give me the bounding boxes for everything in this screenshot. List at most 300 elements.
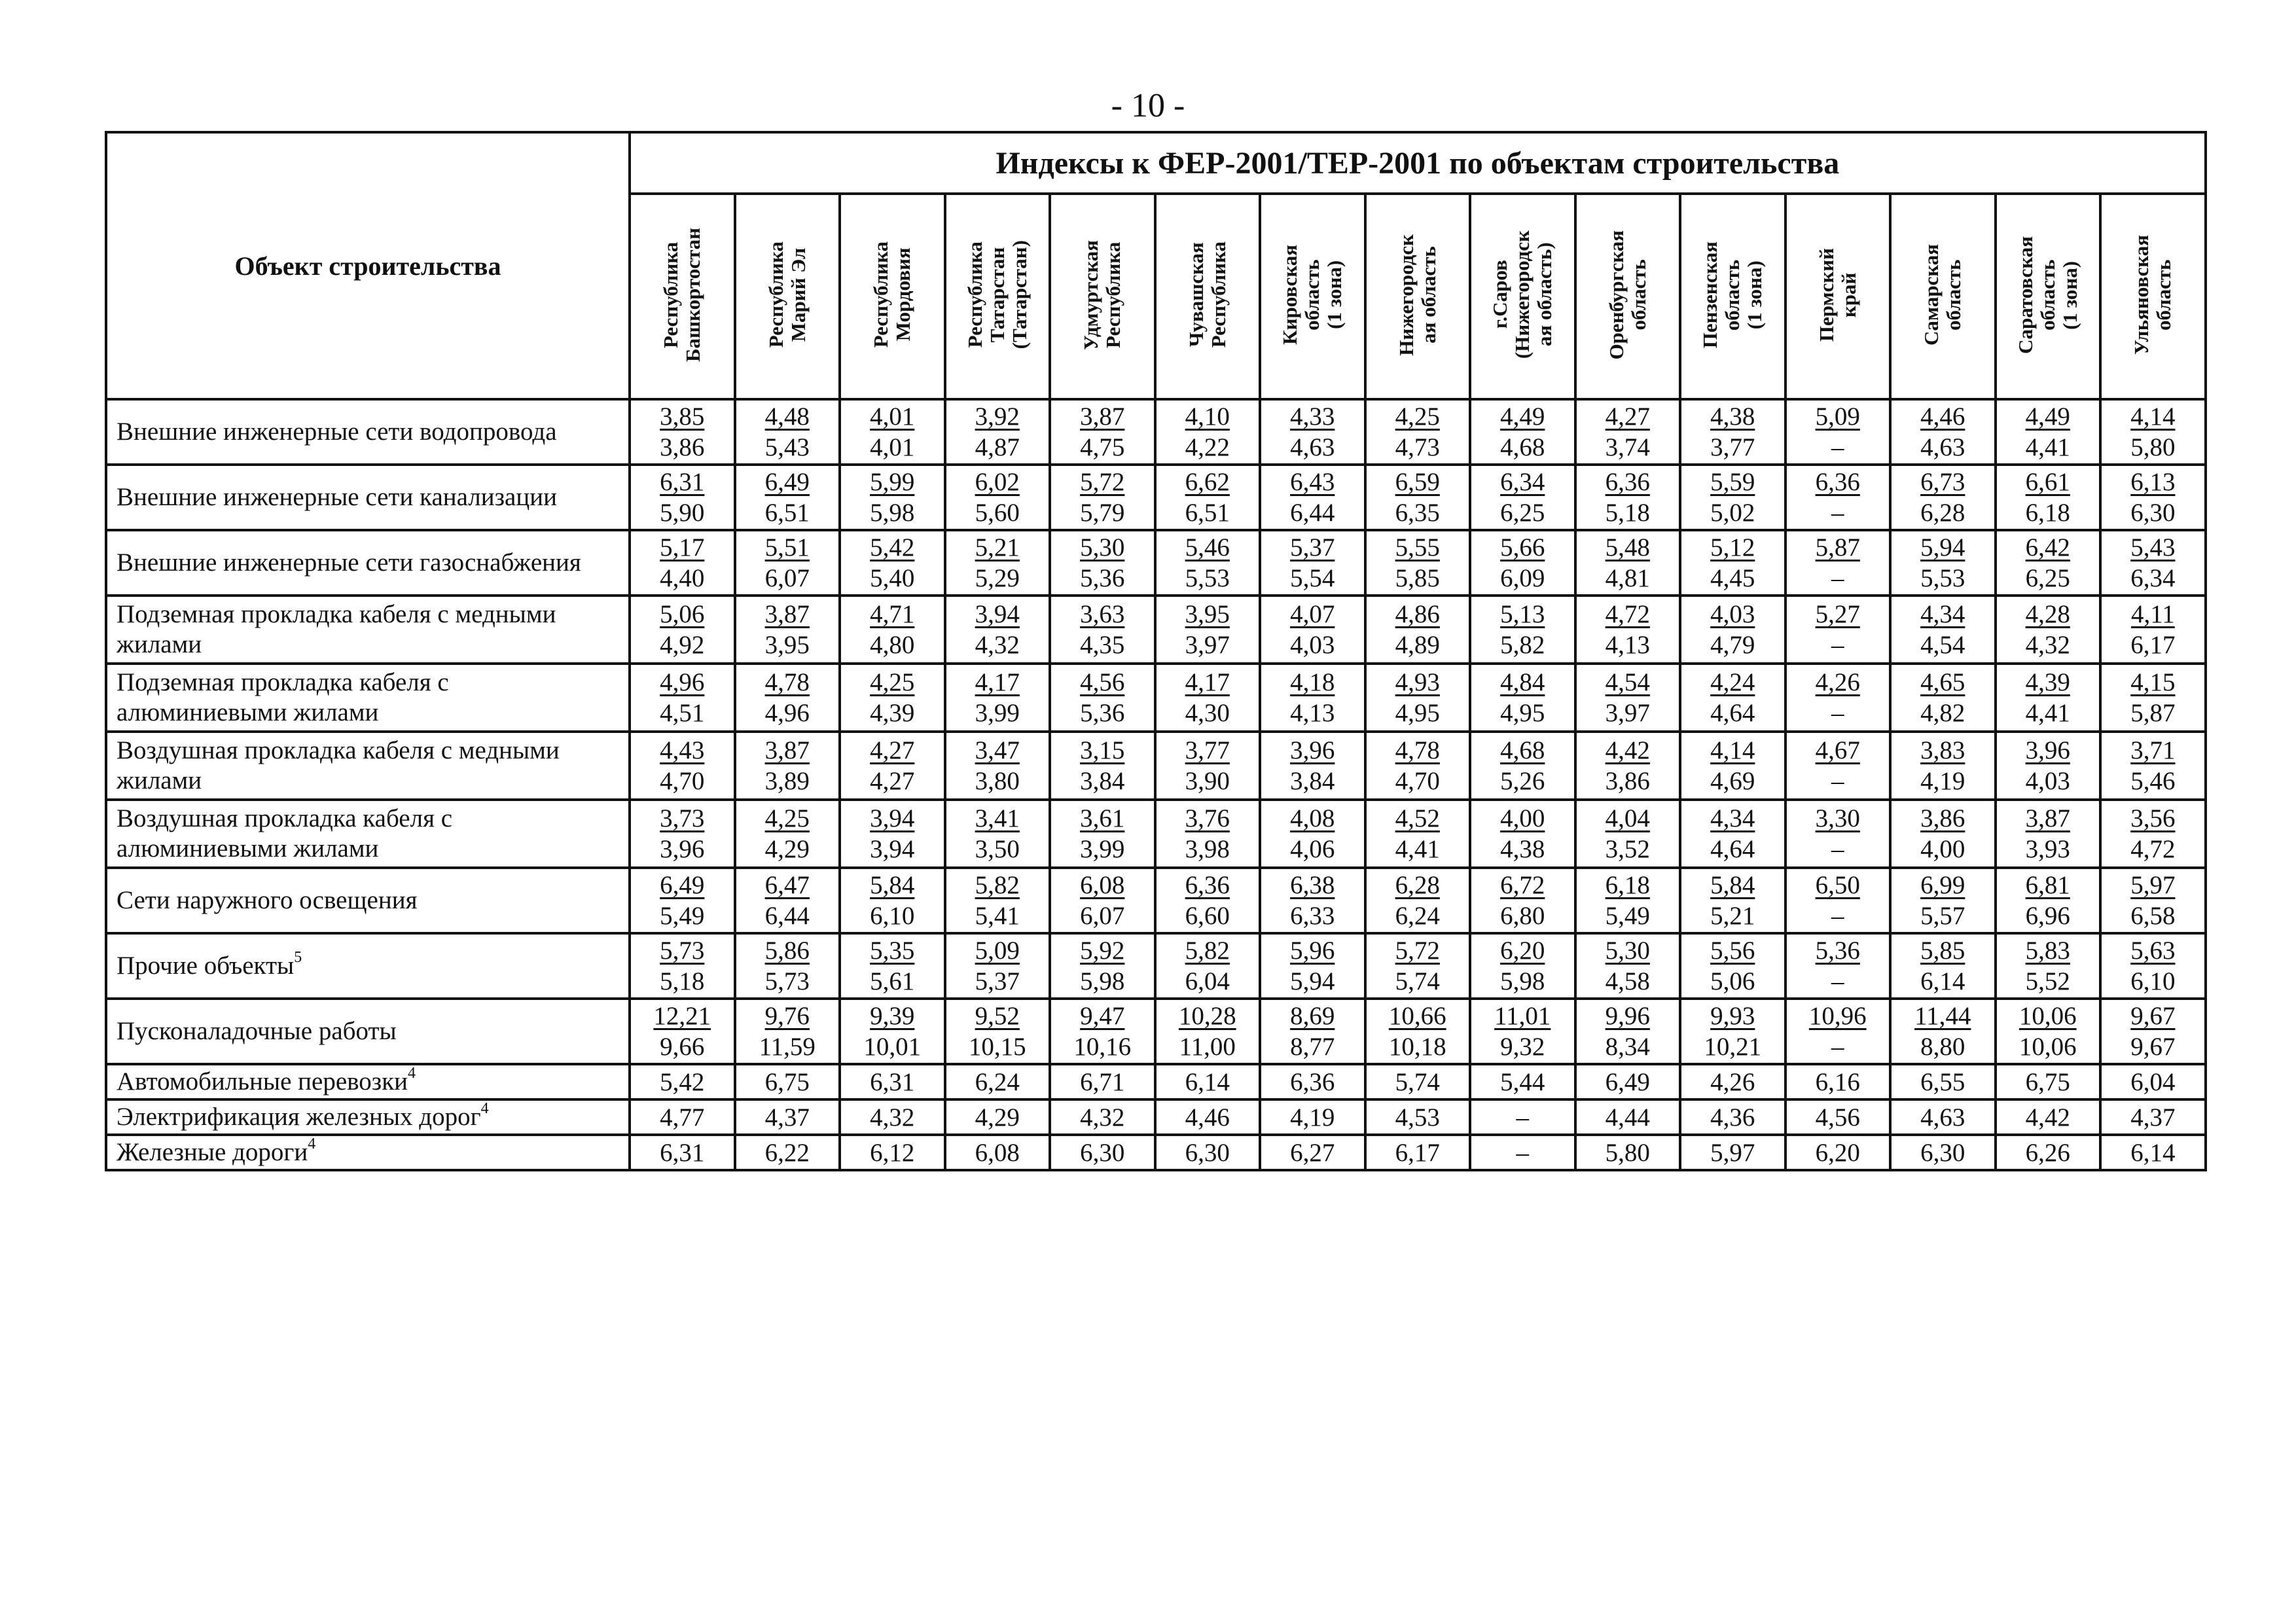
index-value-bottom: 4,38	[1500, 835, 1545, 864]
index-value-bottom: 6,44	[764, 902, 810, 931]
index-value-bottom: 3,97	[1605, 699, 1650, 728]
index-cell	[630, 596, 735, 664]
index-value: 6,04	[2130, 1067, 2176, 1096]
index-value-bottom: 5,57	[1920, 902, 1965, 931]
index-value-bottom: 5,53	[1920, 564, 1965, 592]
index-value-top: 5,94	[1920, 533, 1965, 562]
index-cell	[1890, 1135, 1996, 1170]
index-value-top: 3,87	[2025, 804, 2070, 833]
index-value-top: 3,30	[1815, 804, 1860, 833]
region-header	[2100, 194, 2206, 399]
index-value-top: 5,30	[1605, 936, 1650, 965]
index-cell	[1785, 1135, 1891, 1170]
index-value-bottom: 5,49	[660, 902, 705, 931]
index-value-top: 5,73	[660, 936, 705, 965]
index-cell	[1365, 596, 1471, 664]
index-value-bottom: 4,81	[1605, 564, 1650, 592]
index-cell	[1470, 868, 1575, 933]
index-cell	[1680, 399, 1785, 465]
index-value-top: 5,46	[1185, 533, 1230, 562]
index-cell	[735, 800, 840, 868]
index-value-bottom: –	[1831, 902, 1844, 931]
index-cell	[1050, 399, 1155, 465]
index-value-top: 4,01	[870, 402, 915, 431]
index-cell	[630, 732, 735, 800]
region-header	[1050, 194, 1155, 399]
index-value-top: 5,97	[2130, 871, 2176, 900]
index-value-bottom: 8,77	[1290, 1033, 1335, 1061]
index-value-top: 6,59	[1395, 468, 1440, 496]
object-name: Подземная прокладка кабеля с алюминиевыми жилами	[117, 668, 449, 727]
index-value-bottom: 10,15	[968, 1033, 1026, 1061]
index-value-top: 10,28	[1178, 1002, 1236, 1031]
index-value-top: 6,42	[2025, 533, 2070, 562]
index-value-bottom: 10,21	[1704, 1033, 1762, 1061]
index-value-top: 4,26	[1815, 668, 1860, 697]
index-cell	[735, 999, 840, 1064]
index-cell	[1260, 1064, 1365, 1099]
index-value-bottom: 3,90	[1185, 767, 1230, 796]
index-cell	[1050, 933, 1155, 999]
index-cell	[1996, 1099, 2101, 1135]
index-cell	[1890, 596, 1996, 664]
object-name: Внешние инженерные сети водопровода	[117, 417, 557, 446]
index-value-bottom: 6,09	[1500, 564, 1545, 592]
index-cell	[1050, 732, 1155, 800]
index-value-top: 5,63	[2130, 936, 2176, 965]
index-value-bottom: 8,80	[1920, 1033, 1965, 1061]
index-value: 6,55	[1920, 1067, 1965, 1096]
index-cell	[945, 1135, 1050, 1170]
index-value-top: 3,96	[2025, 736, 2070, 765]
index-value-bottom: 4,82	[1920, 699, 1965, 728]
index-cell	[630, 1135, 735, 1170]
index-value-top: 4,10	[1185, 402, 1230, 431]
table-row	[106, 465, 2206, 530]
index-value-bottom: –	[1831, 767, 1844, 796]
index-value-bottom: 4,69	[1710, 767, 1755, 796]
index-value-bottom: 4,06	[1290, 835, 1335, 864]
index-value-bottom: –	[1831, 499, 1844, 527]
index-value-top: 4,84	[1500, 668, 1545, 697]
index-value-bottom: 6,34	[2130, 564, 2176, 592]
index-cell	[1575, 999, 1681, 1064]
index-cell	[1050, 1099, 1155, 1135]
index-cell	[840, 1064, 945, 1099]
index-cell	[1785, 933, 1891, 999]
index-cell	[1575, 933, 1681, 999]
index-value-top: 5,06	[660, 600, 705, 629]
index-value-bottom: 4,41	[2025, 699, 2070, 728]
index-cell	[2100, 1064, 2206, 1099]
index-cell	[1155, 664, 1261, 732]
index-cell	[735, 399, 840, 465]
index-cell	[1260, 868, 1365, 933]
index-value-top: 5,56	[1710, 936, 1755, 965]
index-cell	[1575, 1099, 1681, 1135]
index-value: 6,14	[1185, 1067, 1230, 1096]
region-header-label: Саратовская область (1 зона)	[2013, 236, 2081, 354]
index-value-top: 4,14	[2130, 402, 2176, 431]
index-value-top: 6,62	[1185, 468, 1230, 496]
index-value-top: 3,87	[764, 600, 810, 629]
index-cell	[1470, 664, 1575, 732]
index-value-bottom: 6,80	[1500, 902, 1545, 931]
index-cell	[735, 933, 840, 999]
index-value-bottom: 6,30	[2130, 499, 2176, 527]
object-name: Внешние инженерные сети газоснабжения	[117, 548, 581, 577]
index-value: 6,31	[660, 1138, 705, 1167]
index-cell	[1996, 596, 2101, 664]
index-value-bottom: 6,07	[1080, 902, 1125, 931]
index-value: 4,42	[2025, 1103, 2070, 1132]
index-cell	[1996, 868, 2101, 933]
index-value: 6,31	[870, 1067, 915, 1096]
table-row	[106, 933, 2206, 999]
index-cell	[1365, 1099, 1471, 1135]
index-cell	[1050, 1064, 1155, 1099]
index-value: 4,32	[870, 1103, 915, 1132]
index-cell	[1996, 1064, 2101, 1099]
index-value-top: 4,33	[1290, 402, 1335, 431]
index-cell	[840, 868, 945, 933]
index-value-bottom: 6,18	[2025, 499, 2070, 527]
index-value-top: 5,82	[975, 871, 1020, 900]
index-cell	[630, 664, 735, 732]
object-name-cell	[106, 800, 630, 868]
index-value-bottom: 3,89	[764, 767, 810, 796]
index-value-top: 6,18	[1605, 871, 1650, 900]
index-value-top: 5,27	[1815, 600, 1860, 629]
index-value: 6,12	[870, 1138, 915, 1167]
index-value-bottom: 6,10	[2130, 967, 2176, 996]
index-value: 4,32	[1080, 1103, 1125, 1132]
index-value-top: 4,25	[1395, 402, 1440, 431]
index-value-bottom: 4,13	[1605, 631, 1650, 660]
object-name: Автомобильные перевозки	[117, 1067, 408, 1096]
index-value-top: 5,84	[1710, 871, 1755, 900]
index-value-top: 4,34	[1710, 804, 1755, 833]
region-header-label: Удмуртская Республика	[1079, 240, 1125, 350]
index-cell	[945, 399, 1050, 465]
index-value-bottom: 6,60	[1185, 902, 1230, 931]
index-value-top: 4,93	[1395, 668, 1440, 697]
index-value-top: 3,85	[660, 402, 705, 431]
index-value: 6,08	[975, 1138, 1020, 1167]
index-value-top: 5,85	[1920, 936, 1965, 965]
index-value: –	[1516, 1103, 1529, 1132]
index-value-bottom: 5,40	[870, 564, 915, 592]
index-value-bottom: 6,07	[764, 564, 810, 592]
index-cell	[840, 933, 945, 999]
index-value-bottom: 3,77	[1710, 433, 1755, 461]
object-name-cell	[106, 465, 630, 530]
index-cell	[1155, 868, 1261, 933]
index-cell	[945, 868, 1050, 933]
index-value: 6,22	[764, 1138, 810, 1167]
index-cell	[2100, 1099, 2206, 1135]
table-row	[106, 399, 2206, 465]
index-value-bottom: 4,89	[1395, 631, 1440, 660]
index-cell	[1890, 530, 1996, 596]
index-value-top: 6,73	[1920, 468, 1965, 496]
index-value-top: 4,28	[2025, 600, 2070, 629]
index-value-top: 4,56	[1080, 668, 1125, 697]
index-value-top: 4,04	[1605, 804, 1650, 833]
index-value-top: 4,78	[764, 668, 810, 697]
index-value-bottom: 5,98	[1080, 967, 1125, 996]
index-cell	[735, 1135, 840, 1170]
index-value: 6,30	[1080, 1138, 1125, 1167]
index-value-top: 11,44	[1914, 1002, 1971, 1031]
index-value: 6,16	[1815, 1067, 1860, 1096]
index-value-top: 4,43	[660, 736, 705, 765]
index-value: 6,36	[1290, 1067, 1335, 1096]
index-value-top: 5,43	[2130, 533, 2176, 562]
footnote-marker: 4	[480, 1100, 489, 1118]
index-value-bottom: –	[1831, 433, 1844, 461]
index-value-top: 4,39	[2025, 668, 2070, 697]
index-value-top: 4,49	[2025, 402, 2070, 431]
index-value-top: 3,15	[1080, 736, 1125, 765]
index-value-bottom: 4,87	[975, 433, 1020, 461]
index-value-top: 5,42	[870, 533, 915, 562]
index-value-bottom: 4,73	[1395, 433, 1440, 461]
index-cell	[1155, 399, 1261, 465]
index-value-top: 6,34	[1500, 468, 1545, 496]
index-value-top: 4,17	[975, 668, 1020, 697]
index-value-bottom: 5,37	[975, 967, 1020, 996]
index-cell	[1680, 868, 1785, 933]
index-cell	[735, 596, 840, 664]
index-cell	[1365, 664, 1471, 732]
index-cell	[1155, 1064, 1261, 1099]
table-row	[106, 732, 2206, 800]
index-value: 4,37	[764, 1103, 810, 1132]
index-cell	[1575, 465, 1681, 530]
index-value-top: 5,48	[1605, 533, 1650, 562]
index-value-top: 6,20	[1500, 936, 1545, 965]
index-value-bottom: –	[1831, 1033, 1844, 1061]
index-value-top: 5,87	[1815, 533, 1860, 562]
index-value-top: 4,07	[1290, 600, 1335, 629]
index-cell	[1890, 732, 1996, 800]
index-cell	[1680, 1135, 1785, 1170]
table-row	[106, 664, 2206, 732]
index-value-bottom: 10,01	[863, 1033, 922, 1061]
index-value-top: 4,27	[870, 736, 915, 765]
index-value: 4,56	[1815, 1103, 1860, 1132]
index-value: 6,17	[1395, 1138, 1440, 1167]
object-name-cell	[106, 399, 630, 465]
index-value-bottom: –	[1831, 967, 1844, 996]
index-cell	[1365, 868, 1471, 933]
index-cell	[1155, 465, 1261, 530]
index-cell	[2100, 399, 2206, 465]
index-cell	[1890, 933, 1996, 999]
index-value-top: 6,61	[2025, 468, 2070, 496]
index-value-top: 3,63	[1080, 600, 1125, 629]
index-value-bottom: 4,00	[1920, 835, 1965, 864]
index-cell	[735, 465, 840, 530]
index-value-bottom: 5,43	[764, 433, 810, 461]
index-cell	[1155, 1135, 1261, 1170]
index-value: 4,29	[975, 1103, 1020, 1132]
object-name: Воздушная прокладка кабеля с алюминиевыми жилами	[117, 804, 453, 863]
index-cell	[1155, 530, 1261, 596]
index-cell	[1680, 465, 1785, 530]
index-value-bottom: 5,29	[975, 564, 1020, 592]
index-value: 5,42	[660, 1067, 705, 1096]
index-cell	[1996, 999, 2101, 1064]
index-cell	[1470, 732, 1575, 800]
index-cell	[1785, 800, 1891, 868]
index-cell	[840, 664, 945, 732]
index-cell	[2100, 596, 2206, 664]
table-row	[106, 800, 2206, 868]
index-cell	[1365, 1064, 1471, 1099]
index-cell	[945, 664, 1050, 732]
index-cell	[2100, 1135, 2206, 1170]
region-header-label: г.Саров (Нижегородск ая область)	[1488, 230, 1556, 359]
index-cell	[1785, 868, 1891, 933]
index-value-bottom: 3,80	[975, 767, 1020, 796]
index-value-top: 3,47	[975, 736, 1020, 765]
index-value-top: 4,11	[2130, 600, 2175, 629]
index-cell	[1680, 732, 1785, 800]
index-value-bottom: 3,86	[1605, 767, 1650, 796]
index-value-top: 6,38	[1290, 871, 1335, 900]
index-value-bottom: 4,22	[1185, 433, 1230, 461]
index-cell	[1470, 800, 1575, 868]
index-value-bottom: 4,72	[2130, 835, 2176, 864]
index-value-bottom: 4,03	[1290, 631, 1335, 660]
index-value-bottom: 4,51	[660, 699, 705, 728]
index-value-top: 5,96	[1290, 936, 1335, 965]
object-name-cell	[106, 732, 630, 800]
index-value-top: 6,81	[2025, 871, 2070, 900]
index-cell	[1155, 1099, 1261, 1135]
index-value-bottom: 4,70	[660, 767, 705, 796]
region-header-label: Нижегородск ая область	[1394, 234, 1440, 356]
index-cell	[945, 1099, 1050, 1135]
index-value-bottom: 4,32	[975, 631, 1020, 660]
index-cell	[1155, 596, 1261, 664]
index-value-bottom: 5,80	[2130, 433, 2176, 461]
index-cell	[630, 800, 735, 868]
index-value-bottom: 4,40	[660, 564, 705, 592]
index-value-bottom: 10,16	[1073, 1033, 1132, 1061]
index-value-top: 9,67	[2130, 1002, 2176, 1031]
index-value-bottom: 5,36	[1080, 564, 1125, 592]
index-value-bottom: 4,41	[2025, 433, 2070, 461]
index-cell	[1890, 1064, 1996, 1099]
index-cell	[1050, 465, 1155, 530]
index-cell	[1996, 530, 2101, 596]
index-value-top: 3,86	[1920, 804, 1965, 833]
index-value: 6,71	[1080, 1067, 1125, 1096]
index-value-bottom: 5,74	[1395, 967, 1440, 996]
index-value-bottom: 4,13	[1290, 699, 1335, 728]
index-cell	[1996, 664, 2101, 732]
index-cell	[1996, 399, 2101, 465]
index-value-bottom: 5,52	[2025, 967, 2070, 996]
index-value-bottom: 9,66	[660, 1033, 705, 1061]
index-value-top: 4,78	[1395, 736, 1440, 765]
index-cell	[735, 1099, 840, 1135]
index-value-top: 4,03	[1710, 600, 1755, 629]
index-cell	[2100, 664, 2206, 732]
index-value-top: 6,50	[1815, 871, 1860, 900]
index-value-bottom: 4,68	[1500, 433, 1545, 461]
index-value-top: 3,94	[870, 804, 915, 833]
index-cell	[735, 732, 840, 800]
index-value-top: 5,21	[975, 533, 1020, 562]
index-value-bottom: 4,30	[1185, 699, 1230, 728]
index-value-top: 5,59	[1710, 468, 1755, 496]
index-value-top: 4,71	[870, 600, 915, 629]
index-value-top: 5,99	[870, 468, 915, 496]
index-cell	[1575, 732, 1681, 800]
index-cell	[1680, 596, 1785, 664]
index-value-top: 5,83	[2025, 936, 2070, 965]
index-cell	[1470, 999, 1575, 1064]
index-value: 6,75	[764, 1067, 810, 1096]
index-cell	[1996, 465, 2101, 530]
index-value-bottom: 3,97	[1185, 631, 1230, 660]
index-cell	[1470, 933, 1575, 999]
index-value-top: 6,08	[1080, 871, 1125, 900]
region-header	[1260, 194, 1365, 399]
table-row	[106, 999, 2206, 1064]
index-value-bottom: 3,74	[1605, 433, 1650, 461]
object-column-header: Объект строительства	[106, 132, 630, 399]
index-cell	[1050, 596, 1155, 664]
index-value-bottom: 4,27	[870, 767, 915, 796]
index-value-top: 5,72	[1395, 936, 1440, 965]
index-cell	[1575, 800, 1681, 868]
index-value-bottom: 5,79	[1080, 499, 1125, 527]
index-cell	[1260, 596, 1365, 664]
index-cell	[1890, 399, 1996, 465]
index-cell	[1050, 800, 1155, 868]
region-header	[1996, 194, 2101, 399]
index-value-top: 4,25	[764, 804, 810, 833]
index-cell	[1996, 1135, 2101, 1170]
index-value-bottom: 4,01	[870, 433, 915, 461]
index-value-top: 9,76	[764, 1002, 810, 1031]
index-cell	[630, 530, 735, 596]
footnote-marker: 5	[294, 949, 302, 967]
index-cell	[1575, 530, 1681, 596]
region-header-label: Пензенская область (1 зона)	[1698, 241, 1767, 349]
index-value-bottom: 5,60	[975, 499, 1020, 527]
index-value-top: 4,49	[1500, 402, 1545, 431]
footnote-marker: 4	[308, 1135, 316, 1153]
index-value-top: 5,51	[764, 533, 810, 562]
index-cell	[1155, 732, 1261, 800]
index-cell	[1680, 800, 1785, 868]
index-value-top: 6,47	[764, 871, 810, 900]
index-value-top: 5,92	[1080, 936, 1125, 965]
index-cell	[1470, 596, 1575, 664]
index-cell	[1890, 999, 1996, 1064]
index-value-bottom: 4,19	[1920, 767, 1965, 796]
index-cell	[1785, 999, 1891, 1064]
index-value-top: 10,96	[1808, 1002, 1867, 1031]
index-value-bottom: 6,33	[1290, 902, 1335, 931]
index-cell	[1575, 596, 1681, 664]
